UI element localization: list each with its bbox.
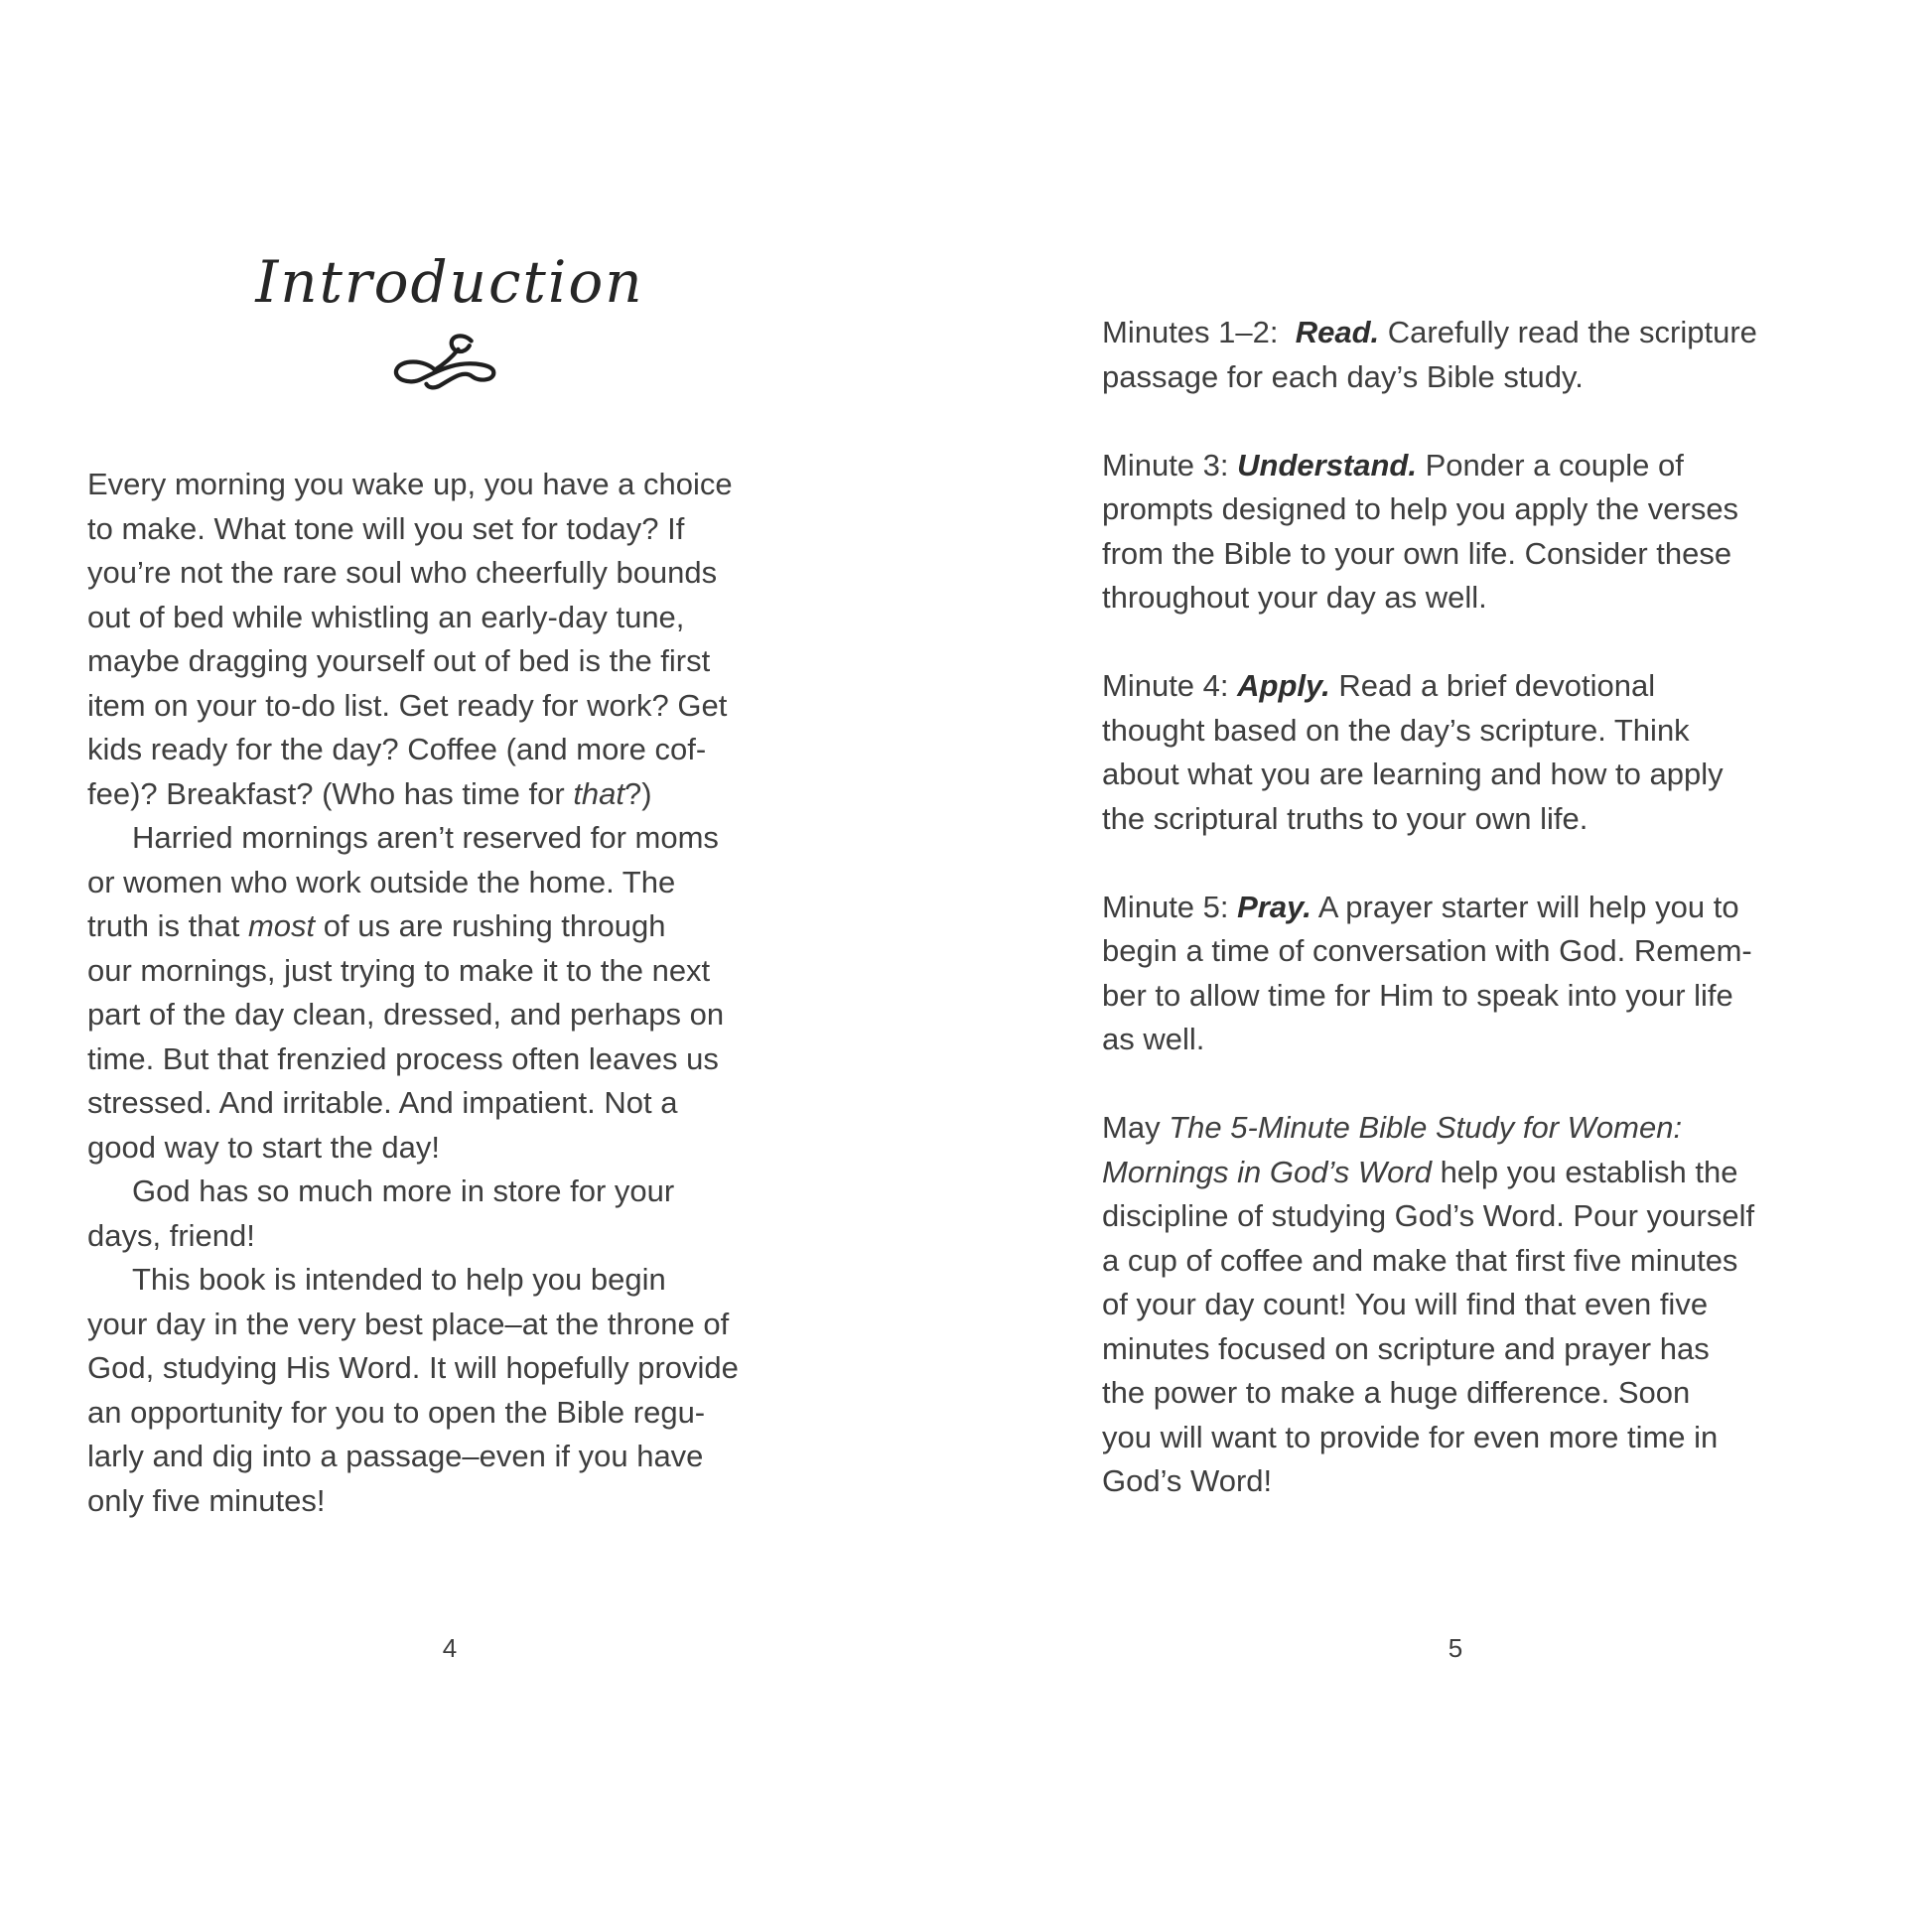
text-line	[87, 596, 812, 640]
emphasized-text: Mornings in God’s Word	[1102, 1154, 1432, 1189]
text-run: Carefully read the scripture	[1379, 315, 1757, 349]
text-line	[87, 551, 812, 596]
text-run: to make. What tone will you set for today? If	[87, 510, 685, 546]
text-run: begin a time of conversation with God. Remem-	[1102, 933, 1752, 968]
text-run: out of bed while whistling an early-day tune,	[87, 599, 685, 634]
text-run: of your day count! You will find that even five	[1102, 1287, 1709, 1321]
text-line	[1102, 1327, 1809, 1372]
chapter-title: Introduction	[255, 248, 644, 316]
text-run: Ponder a couple of	[1416, 447, 1684, 483]
text-line	[1102, 797, 1809, 842]
text-run: our mornings, just trying to make it to the next	[87, 952, 711, 988]
text-run: truth is that	[87, 908, 248, 943]
text-line	[1102, 576, 1809, 621]
text-line	[1102, 1416, 1809, 1460]
text-line	[1102, 355, 1809, 400]
page-number: 4	[442, 1633, 458, 1663]
text-line	[1102, 487, 1809, 532]
text-run: larly and dig into a passage–even if you have	[87, 1439, 704, 1473]
text-line	[1102, 929, 1809, 974]
text-line	[1102, 1106, 1809, 1151]
text-run: throughout your day as well.	[1102, 580, 1487, 615]
text-run: God’s Word!	[1102, 1463, 1273, 1498]
text-run: ber to allow time for Him to speak into your life	[1102, 977, 1733, 1013]
text-run: prompts designed to help you apply the verses	[1102, 491, 1739, 526]
text-line	[87, 772, 812, 817]
text-line	[87, 861, 812, 905]
body-paragraph	[1102, 444, 1809, 621]
text-line	[1102, 444, 1809, 488]
text-line	[1102, 311, 1809, 355]
text-run: thought based on the day’s scripture. Think	[1102, 712, 1690, 748]
emphasized-text: Understand.	[1237, 447, 1417, 483]
right-page	[1102, 0, 1809, 1932]
text-run: about what you are learning and how to apply	[1102, 757, 1724, 791]
text-run: fee)? Breakfast? (Who has time for	[87, 775, 574, 811]
body-paragraph	[87, 463, 812, 816]
body-paragraph	[87, 1258, 812, 1523]
left-page-body	[87, 463, 812, 1523]
text-line	[87, 1303, 812, 1347]
text-line	[87, 816, 812, 861]
text-run: only five minutes!	[87, 1482, 326, 1518]
text-run: God has so much more in store for your	[132, 1173, 675, 1208]
text-run: God, studying His Word. It will hopefully provide	[87, 1350, 739, 1385]
text-line	[87, 1391, 812, 1436]
emphasized-text: Apply.	[1237, 668, 1330, 703]
text-run: Every morning you wake up, you have a choice	[87, 467, 733, 501]
text-line	[87, 1435, 812, 1479]
text-run: days, friend!	[87, 1217, 255, 1253]
body-paragraph	[1102, 1106, 1809, 1504]
text-run: item on your to-do list. Get ready for work? Get	[87, 687, 728, 723]
text-run: as well.	[1102, 1022, 1205, 1056]
text-run: or women who work outside the home. The	[87, 864, 676, 899]
text-run: Minute 5:	[1102, 889, 1238, 924]
text-run: help you establish the	[1431, 1154, 1738, 1189]
text-line	[1102, 1239, 1809, 1284]
text-run: Minute 3:	[1102, 447, 1238, 483]
text-line	[87, 684, 812, 729]
left-page	[87, 0, 812, 1932]
text-line	[87, 949, 812, 994]
text-run: part of the day clean, dressed, and perhaps on	[87, 997, 725, 1032]
text-run: you’re not the rare soul who cheerfully bounds	[87, 555, 718, 590]
text-run: ?)	[624, 775, 652, 811]
text-line	[87, 463, 812, 507]
text-run: Read a brief devotional	[1329, 668, 1656, 703]
text-run: good way to start the day!	[87, 1129, 440, 1165]
text-run: Minute 4:	[1102, 668, 1238, 703]
text-line	[1102, 1018, 1809, 1062]
text-run: Harried mornings aren’t reserved for moms	[132, 820, 719, 855]
text-run: your day in the very best place–at the throne of	[87, 1306, 730, 1341]
emphasized-text: most	[247, 908, 316, 943]
text-line	[1102, 1194, 1809, 1239]
text-line	[1102, 664, 1809, 709]
body-paragraph	[87, 816, 812, 1170]
text-line	[87, 1081, 812, 1126]
text-line	[87, 1126, 812, 1171]
text-line	[1102, 709, 1809, 754]
text-line	[87, 1037, 812, 1082]
body-paragraph	[1102, 664, 1809, 841]
text-line	[1102, 974, 1809, 1019]
text-run: passage for each day’s Bible study.	[1102, 358, 1584, 394]
flourish-icon	[87, 332, 812, 397]
body-paragraph	[1102, 886, 1809, 1062]
text-run: discipline of studying God’s Word. Pour yourself	[1102, 1198, 1755, 1233]
text-run: from the Bible to your own life. Consider these	[1102, 535, 1732, 571]
text-run: A prayer starter will help you to	[1311, 889, 1739, 924]
text-run: stressed. And irritable. And impatient. Not a	[87, 1085, 678, 1120]
text-line	[1102, 1283, 1809, 1327]
text-run: May	[1102, 1110, 1170, 1145]
text-line	[87, 904, 812, 949]
text-line	[87, 1170, 812, 1214]
text-run: you will want to provide for even more time in	[1102, 1419, 1719, 1454]
text-run: the scriptural truths to your own life.	[1102, 800, 1588, 836]
text-line	[1102, 886, 1809, 930]
text-line	[87, 993, 812, 1037]
right-page-body	[1102, 311, 1809, 1504]
text-run: kids ready for the day? Coffee (and more cof-	[87, 732, 707, 766]
text-line	[1102, 532, 1809, 577]
body-paragraph	[87, 1170, 812, 1258]
body-paragraph	[1102, 311, 1809, 399]
text-line	[1102, 1151, 1809, 1195]
text-line	[87, 1258, 812, 1303]
text-line	[87, 639, 812, 684]
text-line	[1102, 753, 1809, 797]
text-run: minutes focused on scripture and prayer has	[1102, 1330, 1710, 1366]
text-line	[1102, 1371, 1809, 1416]
text-line	[87, 728, 812, 772]
page-number: 5	[1448, 1633, 1463, 1663]
text-line	[87, 507, 812, 552]
text-line	[87, 1479, 812, 1524]
text-run: of us are rushing through	[315, 908, 666, 943]
text-run: This book is intended to help you begin	[132, 1262, 666, 1297]
text-line	[87, 1346, 812, 1391]
emphasized-text: The 5-Minute Bible Study for Women:	[1169, 1110, 1683, 1145]
text-run: maybe dragging yourself out of bed is the first	[87, 643, 711, 678]
text-run: the power to make a huge difference. Soon	[1102, 1375, 1691, 1410]
text-run: an opportunity for you to open the Bible regu-	[87, 1394, 706, 1430]
text-run: Minutes 1–2:	[1102, 315, 1296, 349]
emphasized-text: that	[573, 775, 625, 811]
text-line	[1102, 1459, 1809, 1504]
text-run: a cup of coffee and make that first five minutes	[1102, 1242, 1738, 1278]
emphasized-text: Read.	[1295, 315, 1380, 349]
emphasized-text: Pray.	[1237, 889, 1311, 924]
text-line	[87, 1214, 812, 1259]
text-run: time. But that frenzied process often leaves us	[87, 1040, 719, 1076]
